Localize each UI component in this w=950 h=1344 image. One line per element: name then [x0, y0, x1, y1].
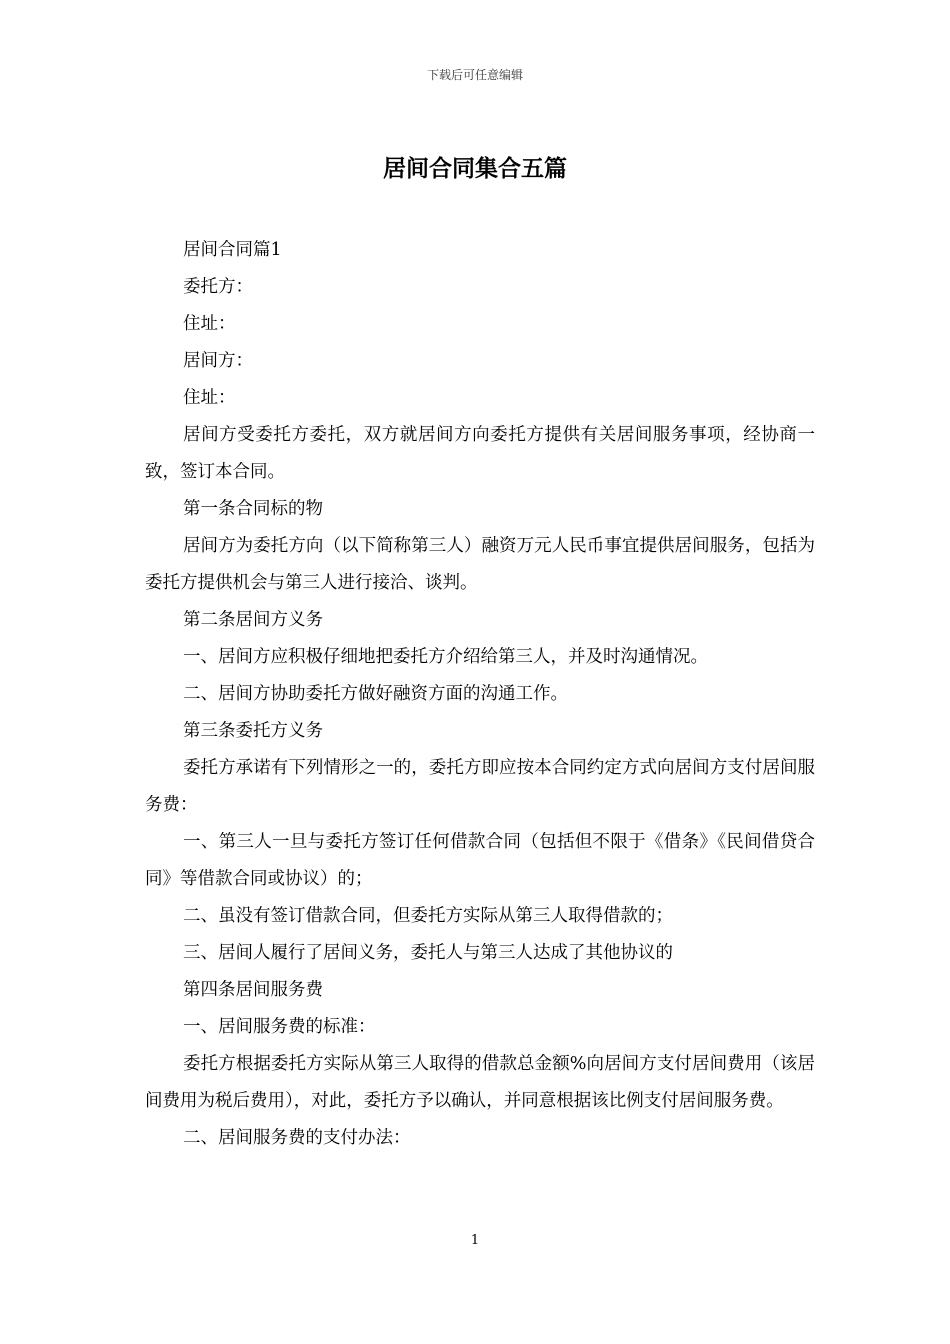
paragraph: 一、居间方应积极仔细地把委托方介绍给第三人，并及时沟通情况。 [183, 647, 708, 667]
paragraph: 居间方为委托方向（以下简称第三人）融资万元人民币事宜提供居间服务，包括为委托方提供机会与第三人进行接洽、谈判。 [145, 536, 815, 593]
page-number: 1 [470, 1233, 480, 1248]
paragraph: 第三条委托方义务 [183, 721, 323, 741]
paragraph: 居间方： [183, 351, 253, 371]
paragraph: 第四条居间服务费 [183, 980, 323, 1000]
paragraph: 委托方： [183, 277, 253, 297]
paragraph: 住址： [183, 314, 236, 334]
paragraph: 委托方根据委托方实际从第三人取得的借款总金额%向居间方支付居间费用（该居间费用为税后费用），对此，委托方予以确认，并同意根据该比例支付居间服务费。 [145, 1054, 815, 1111]
paragraph: 居间合同篇1 [183, 240, 282, 260]
document-title: 居间合同集合五篇 [383, 155, 567, 182]
paragraph: 一、第三人一旦与委托方签订任何借款合同（包括但不限于《借条》《民间借贷合同》等借款合同或协议）的； [145, 832, 815, 889]
paragraph: 一、居间服务费的标准： [183, 1017, 376, 1037]
paragraph: 住址： [183, 388, 236, 408]
document-body [145, 232, 815, 1157]
paragraph: 第一条合同标的物 [183, 499, 323, 519]
paragraph: 居间方受委托方委托，双方就居间方向委托方提供有关居间服务事项，经协商一致，签订本合同。 [145, 425, 815, 482]
paragraph: 三、居间人履行了居间义务，委托人与第三人达成了其他协议的 [183, 943, 673, 963]
header-note: 下载后可任意编辑 [426, 68, 523, 82]
paragraph: 二、虽没有签订借款合同，但委托方实际从第三人取得借款的； [183, 906, 673, 926]
paragraph: 二、居间服务费的支付办法： [183, 1128, 411, 1148]
paragraph: 第二条居间方义务 [183, 610, 323, 630]
paragraph: 委托方承诺有下列情形之一的，委托方即应按本合同约定方式向居间方支付居间服务费： [145, 758, 815, 815]
paragraph: 二、居间方协助委托方做好融资方面的沟通工作。 [183, 684, 568, 704]
